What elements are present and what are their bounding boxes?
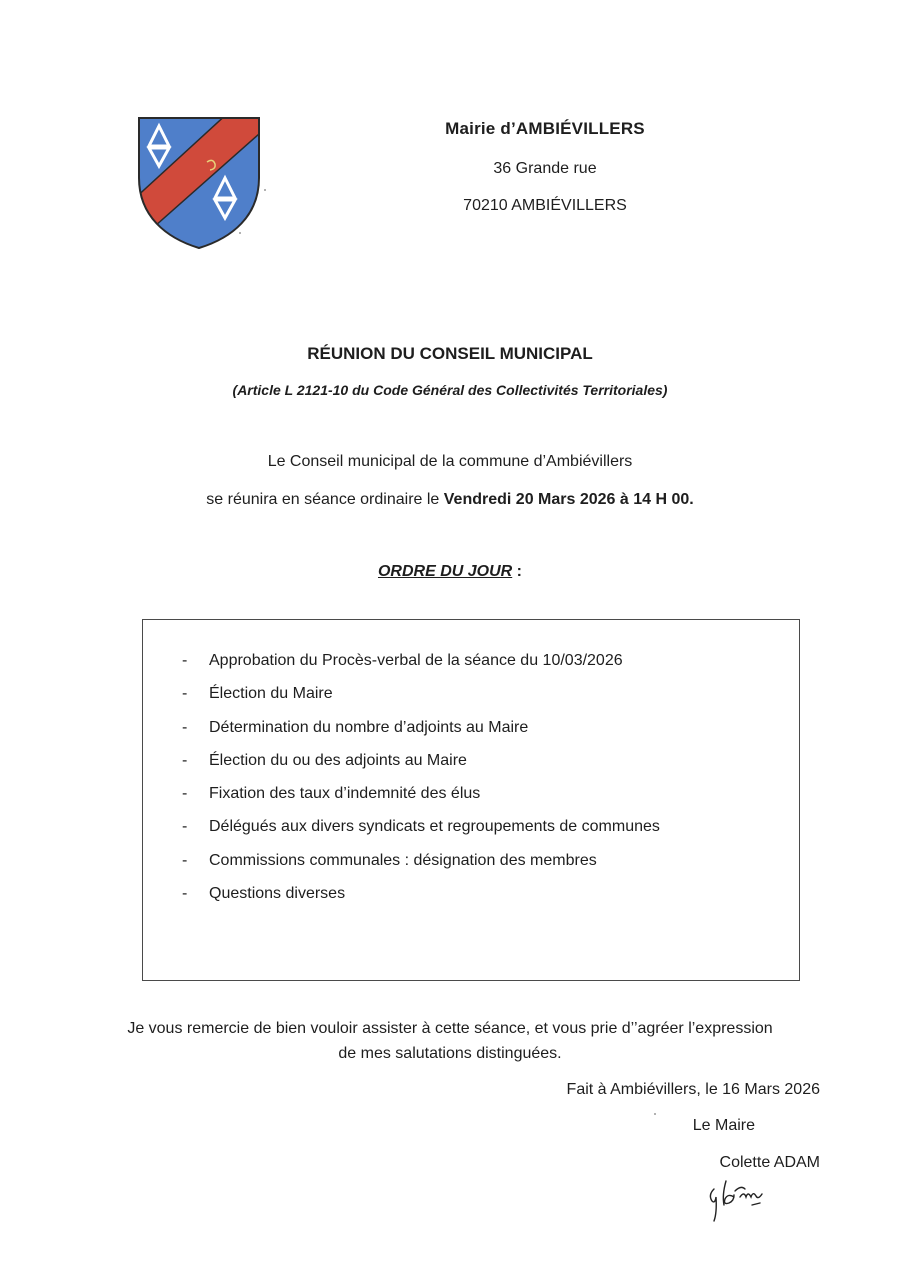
agenda-item — [143, 782, 799, 815]
handwritten-signature-icon — [704, 1175, 782, 1223]
agenda-item-text: Élection du Maire — [209, 685, 333, 703]
agenda-list — [143, 649, 799, 915]
meeting-title: RÉUNION DU CONSEIL MUNICIPAL — [307, 344, 593, 363]
agenda-title-suffix: : — [512, 563, 522, 580]
signatory-name: Colette ADAM — [719, 1154, 820, 1171]
agenda-title: ORDRE DU JOUR — [377, 563, 513, 580]
agenda-item-text: Délégués aux divers syndicats et regroupements de communes — [209, 818, 660, 836]
agenda-bullet: - — [182, 818, 188, 836]
scan-speck — [654, 1113, 656, 1115]
agenda-item — [143, 682, 799, 715]
scan-speck — [264, 189, 266, 191]
signatory-role: Le Maire — [692, 1117, 755, 1134]
agenda-item — [143, 649, 799, 682]
agenda-bullet: - — [182, 652, 188, 669]
mairie-name: Mairie d’AMBIÉVILLERS — [445, 119, 645, 138]
place-and-date: Fait à Ambiévillers, le 16 Mars 2026 — [566, 1081, 820, 1098]
agenda-item-text: Commissions communales : désignation des membres — [209, 851, 597, 869]
agenda-item-text: Fixation des taux d’indemnité des élus — [209, 785, 481, 803]
agenda-bullet: - — [182, 785, 188, 803]
mairie-city: 70210 AMBIÉVILLERS — [463, 197, 627, 214]
intro-line-2 — [0, 491, 900, 509]
agenda-item — [143, 716, 799, 749]
intro-line-2-prefix: se réunira en séance ordinaire le — [206, 491, 444, 508]
intro-line-1: Le Conseil municipal de la commune d’Ambiévillers — [267, 453, 633, 470]
scan-speck — [239, 232, 241, 234]
agenda-item — [143, 849, 799, 882]
meeting-date: Vendredi 20 Mars 2026 à 14 H 00. — [443, 491, 694, 508]
agenda-item — [143, 882, 799, 915]
agenda-bullet: - — [182, 885, 188, 903]
mairie-street: 36 Grande rue — [493, 160, 597, 177]
agenda-item — [143, 815, 799, 848]
agenda-bullet: - — [182, 851, 188, 869]
agenda-item-text: Détermination du nombre d’adjoints au Maire — [209, 718, 529, 736]
agenda-bullet: - — [182, 751, 188, 769]
closing-line-2: de mes salutations distinguées. — [338, 1045, 562, 1062]
legal-reference: (Article L 2121-10 du Code Général des Collectivités Territoriales) — [232, 382, 668, 398]
agenda-bullet: - — [182, 685, 188, 703]
agenda-box — [142, 619, 800, 981]
agenda-item-text: Approbation du Procès-verbal de la séance du 10/03/2026 — [209, 652, 623, 669]
agenda-item-text: Questions diverses — [209, 885, 346, 903]
agenda-heading — [0, 563, 900, 581]
agenda-item-text: Élection du ou des adjoints au Maire — [209, 751, 467, 769]
coat-of-arms-icon — [137, 116, 261, 250]
agenda-item — [143, 749, 799, 782]
closing-line-1: Je vous remercie de bien vouloir assister à cette séance, et vous prie d’’agréer l’expression — [127, 1020, 773, 1037]
agenda-bullet: - — [182, 718, 188, 736]
